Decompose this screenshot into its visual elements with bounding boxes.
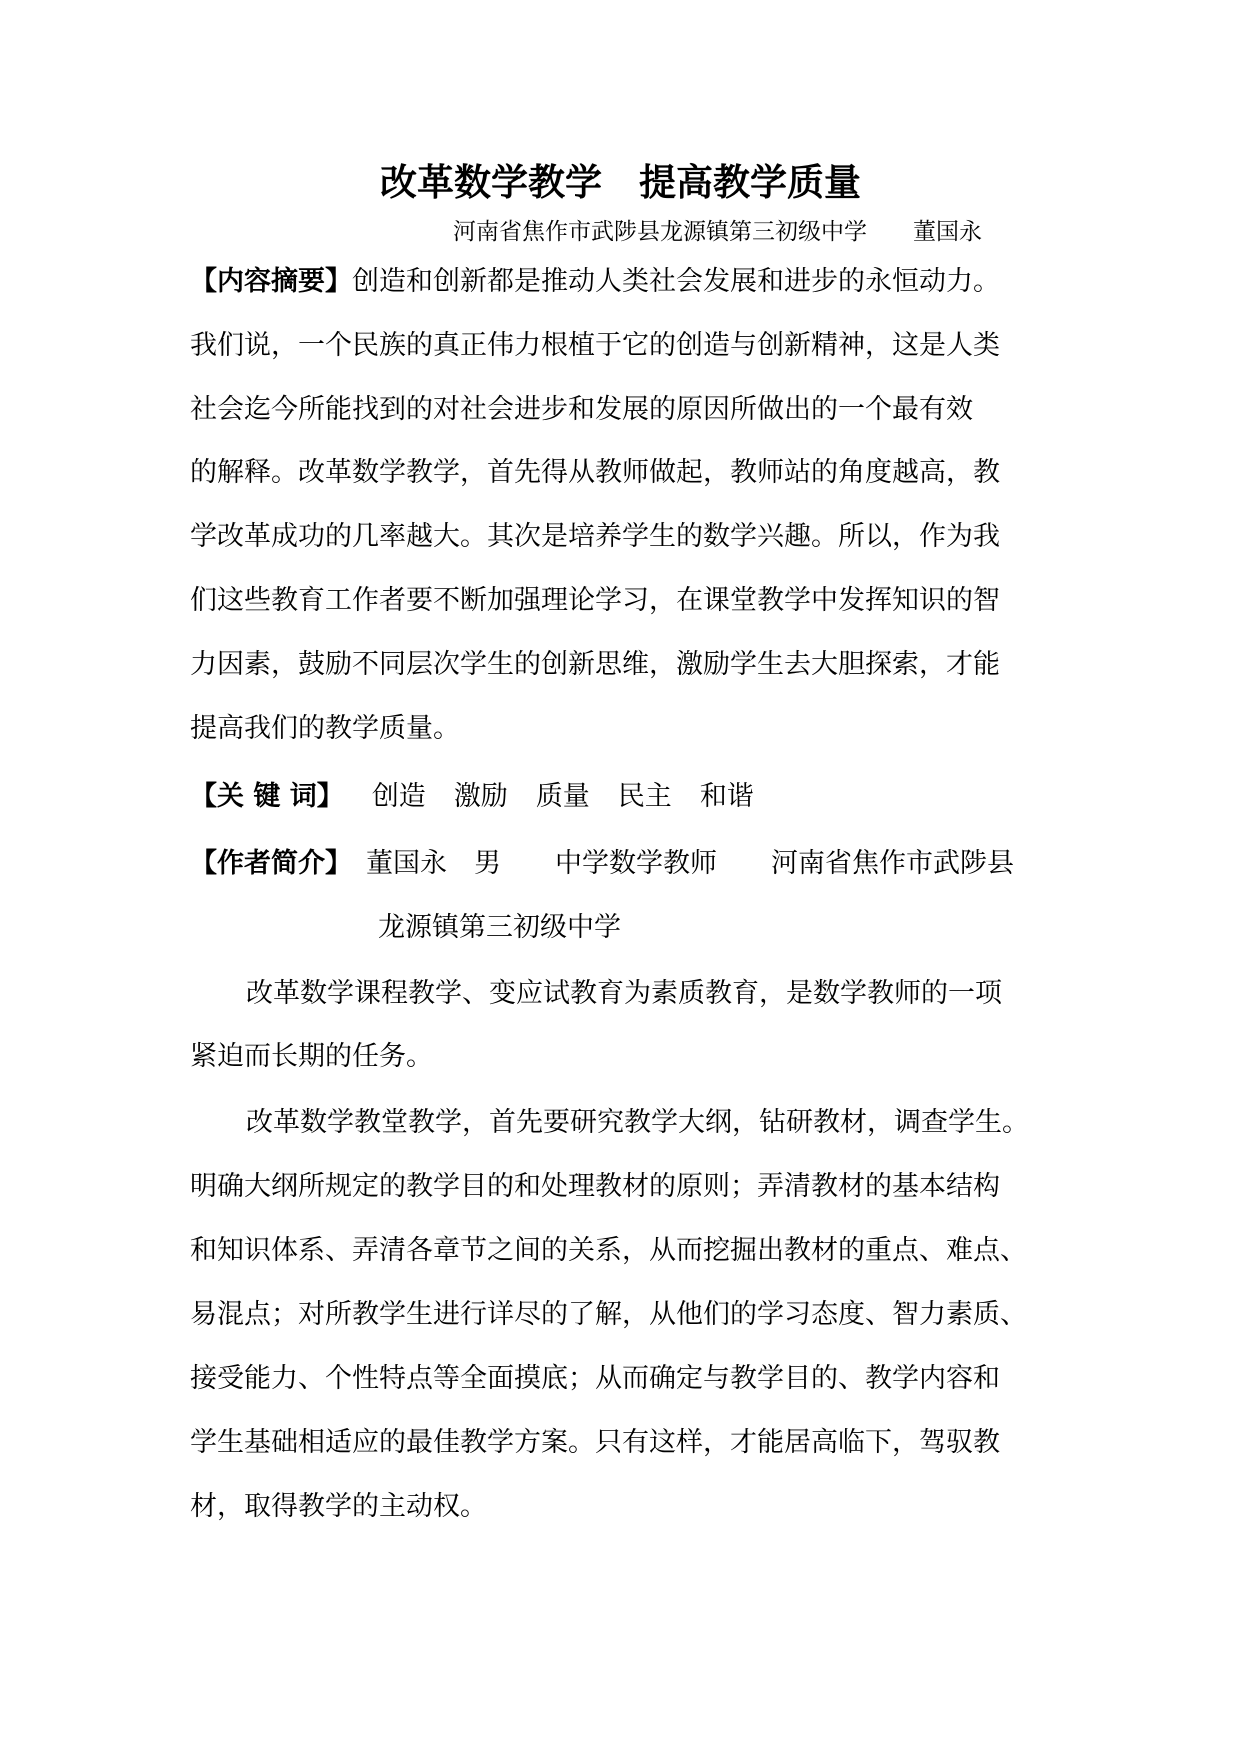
body-line: 学生基础相适应的最佳教学方案。只有这样，才能居高临下，驾驭教 [190,1427,1000,1458]
abstract-line: 社会迄今所能找到的对社会进步和发展的原因所做出的一个最有效 [190,394,973,425]
keyword: 质量 [535,781,590,812]
abstract-line: 力因素，鼓励不同层次学生的创新思维，激励学生去大胆探索，才能 [190,649,1000,680]
author-line: 龙源镇第三初级中学 [378,912,621,943]
body-line: 材，取得教学的主动权。 [190,1491,487,1522]
abstract-line: 们这些教育工作者要不断加强理论学习，在课堂教学中发挥知识的智 [190,585,1000,616]
keyword: 激励 [453,781,508,812]
abstract-line: 我们说，一个民族的真正伟力根植于它的创造与创新精神，这是人类 [190,330,1000,361]
abstract-line [190,262,1052,302]
abstract-label: 【内容摘要】 [190,266,352,297]
abstract-line: 的解释。改革数学教学，首先得从教师做起，教师站的角度越高，教 [190,457,1000,488]
keyword: 和谐 [699,781,754,812]
abstract-text: 创造和创新都是推动人类社会发展和进步的永恒动力。 [352,266,1000,297]
body-line: 和知识体系、弄清各章节之间的关系，从而挖掘出教材的重点、难点、 [190,1235,1027,1266]
keywords-label: 【关 键 词】 [190,781,344,812]
body-line: 易混点；对所教学生进行详尽的了解，从他们的学习态度、智力素质、 [190,1299,1027,1330]
author-label: 【作者简介】 [190,848,352,879]
author-line [190,844,1052,884]
body-line: 接受能力、个性特点等全面摸底；从而确定与教学目的、教学内容和 [190,1363,1000,1394]
keyword: 创造 [371,781,426,812]
author-info: 董国永 男 中学数学教师 河南省焦作市武陟县 [366,848,1014,879]
keyword: 民主 [617,781,672,812]
body-line: 改革数学教堂教学，首先要研究教学大纲，钻研教材，调查学生。 [246,1107,1029,1138]
keywords-line [190,777,1052,817]
author-affiliation: 河南省焦作市武陟县龙源镇第三初级中学 董国永 [453,219,982,245]
abstract-line: 学改革成功的几率越大。其次是培养学生的数学兴趣。所以，作为我 [190,521,1000,552]
abstract-line: 提高我们的教学质量。 [190,713,460,744]
body-line: 改革数学课程教学、变应试教育为素质教育，是数学教师的一项 [246,978,1002,1009]
body-line: 紧迫而长期的任务。 [190,1041,433,1072]
body-line: 明确大纲所规定的教学目的和处理教材的原则；弄清教材的基本结构 [190,1171,1000,1202]
document-title: 改革数学教学 提高教学质量 [380,161,861,204]
